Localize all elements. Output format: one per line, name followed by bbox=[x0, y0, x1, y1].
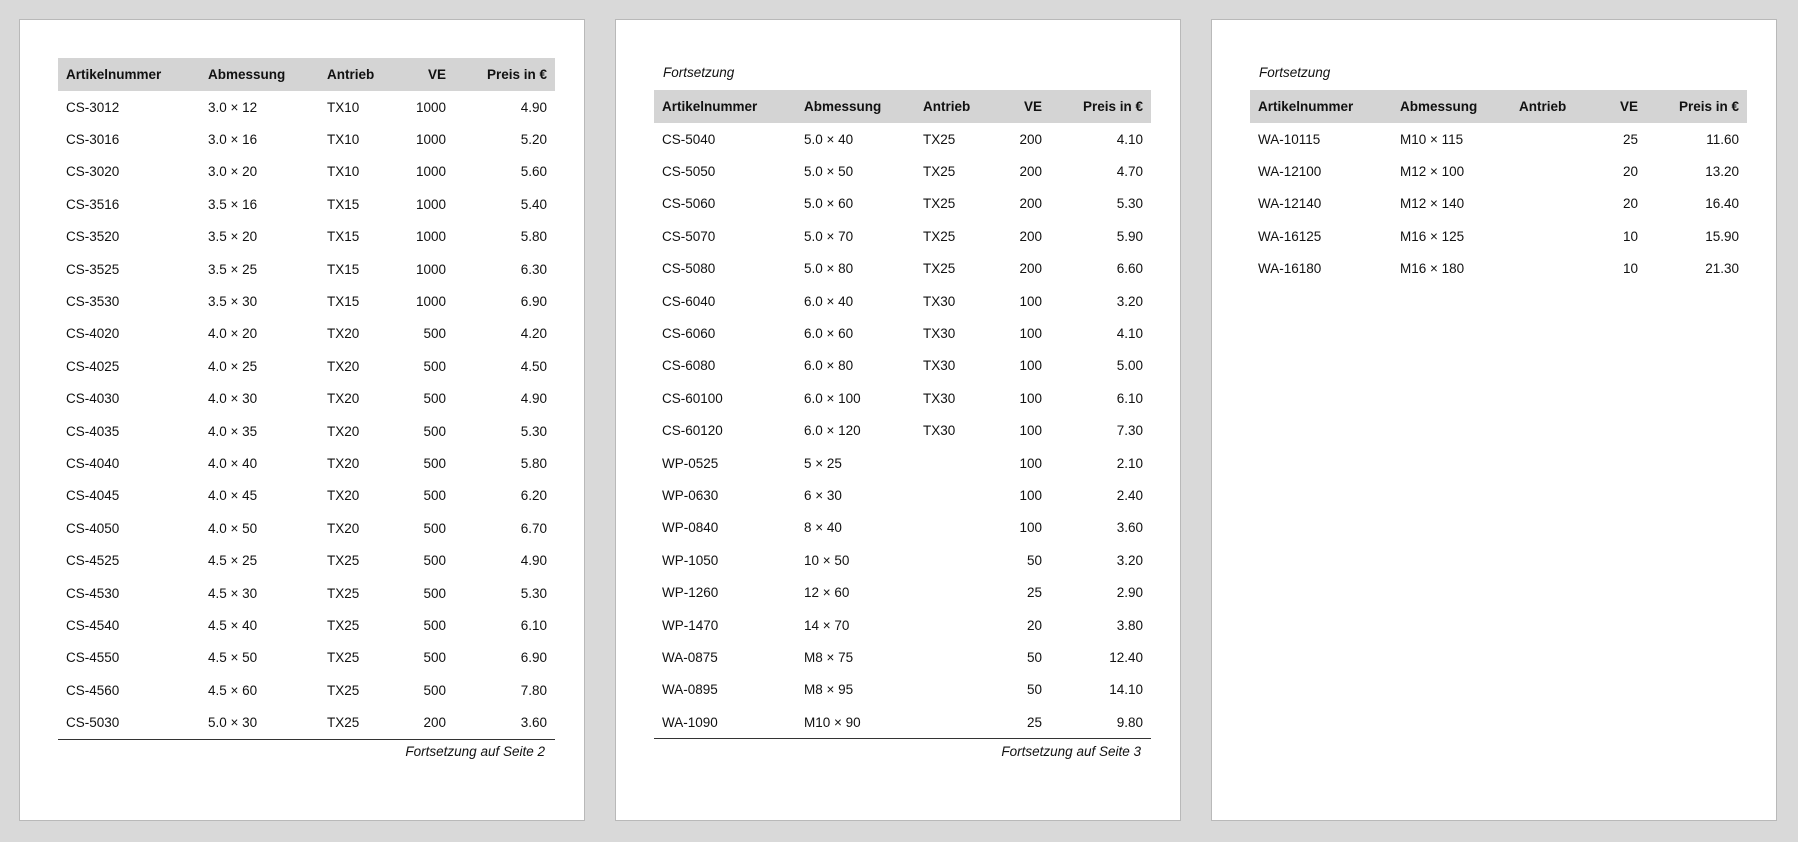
cell-antrieb: TX15 bbox=[327, 294, 360, 310]
cell-ve: 1000 bbox=[415, 164, 446, 180]
cell-artikelnummer: CS-60120 bbox=[662, 423, 723, 439]
cell-preis: 5.20 bbox=[520, 132, 547, 148]
cell-abmessung: 4.5 × 60 bbox=[208, 682, 258, 698]
col-header-preis: Preis in € bbox=[454, 58, 555, 91]
cell-antrieb: TX25 bbox=[327, 617, 360, 633]
table-row bbox=[1250, 253, 1747, 285]
table-header bbox=[1250, 90, 1747, 123]
table-row bbox=[654, 188, 1151, 220]
cell-abmessung: 8 × 40 bbox=[804, 520, 842, 536]
col-header-artikelnummer: Artikelnummer bbox=[654, 90, 796, 123]
cell-abmessung: 5.0 × 80 bbox=[804, 261, 854, 277]
cell-abmessung: 5 × 25 bbox=[804, 455, 842, 471]
cell-preis: 15.90 bbox=[1705, 228, 1739, 244]
cell-abmessung: 4.5 × 25 bbox=[208, 553, 258, 569]
cell-ve: 500 bbox=[423, 682, 446, 698]
cell-antrieb: TX20 bbox=[327, 326, 360, 342]
cell-preis: 7.30 bbox=[1116, 423, 1143, 439]
cell-preis: 5.30 bbox=[520, 423, 547, 439]
col-header-abmessung: Abmessung bbox=[1392, 90, 1511, 123]
cell-abmessung: 4.5 × 50 bbox=[208, 650, 258, 666]
cell-antrieb: TX10 bbox=[327, 164, 360, 180]
cell-artikelnummer: CS-5040 bbox=[662, 131, 716, 147]
cell-antrieb: TX25 bbox=[923, 261, 956, 277]
col-header-antrieb: Antrieb bbox=[915, 90, 999, 123]
cell-preis: 4.50 bbox=[520, 358, 547, 374]
cell-abmessung: 10 × 50 bbox=[804, 552, 850, 568]
cell-ve: 100 bbox=[1019, 520, 1042, 536]
cell-ve: 200 bbox=[1019, 164, 1042, 180]
cell-abmessung: M16 × 180 bbox=[1400, 261, 1465, 277]
col-header-abmessung: Abmessung bbox=[796, 90, 915, 123]
cell-abmessung: 4.0 × 50 bbox=[208, 520, 258, 536]
cell-abmessung: M8 × 75 bbox=[804, 649, 854, 665]
cell-abmessung: 3.5 × 25 bbox=[208, 261, 258, 277]
cell-abmessung: 4.0 × 45 bbox=[208, 488, 258, 504]
page-2 bbox=[615, 19, 1181, 821]
cell-ve: 20 bbox=[1622, 164, 1638, 180]
cell-abmessung: 6 × 30 bbox=[804, 487, 842, 503]
cell-artikelnummer: CS-4035 bbox=[66, 423, 120, 439]
table-row bbox=[58, 674, 555, 706]
cell-antrieb: TX25 bbox=[923, 196, 956, 212]
cell-ve: 100 bbox=[1019, 487, 1042, 503]
cell-abmessung: 4.0 × 35 bbox=[208, 423, 258, 439]
page-1 bbox=[19, 19, 585, 821]
cell-artikelnummer: CS-4540 bbox=[66, 617, 120, 633]
cell-antrieb bbox=[1511, 123, 1595, 155]
cell-antrieb: TX20 bbox=[327, 423, 360, 439]
cell-preis: 6.60 bbox=[1116, 261, 1143, 277]
cell-artikelnummer: WA-0895 bbox=[662, 682, 718, 698]
table-row bbox=[58, 706, 555, 739]
cell-preis: 4.70 bbox=[1116, 164, 1143, 180]
col-header-antrieb: Antrieb bbox=[1511, 90, 1595, 123]
cell-antrieb bbox=[915, 706, 999, 739]
cell-artikelnummer: WP-0840 bbox=[662, 520, 719, 536]
cell-preis: 6.20 bbox=[520, 488, 547, 504]
cell-abmessung: 12 × 60 bbox=[804, 585, 850, 601]
cell-abmessung: 5.0 × 70 bbox=[804, 228, 854, 244]
cell-abmessung: M12 × 140 bbox=[1400, 196, 1465, 212]
price-table bbox=[1250, 90, 1747, 285]
table-row bbox=[58, 221, 555, 253]
cell-preis: 16.40 bbox=[1705, 196, 1739, 212]
cell-antrieb bbox=[915, 674, 999, 706]
table-row bbox=[58, 318, 555, 350]
cell-artikelnummer: CS-5070 bbox=[662, 228, 716, 244]
table-row bbox=[58, 285, 555, 317]
cell-antrieb bbox=[1511, 253, 1595, 285]
continuation-note: Fortsetzung auf Seite 2 bbox=[405, 744, 545, 759]
cell-preis: 4.90 bbox=[520, 391, 547, 407]
cell-antrieb: TX25 bbox=[923, 164, 956, 180]
cell-preis: 3.20 bbox=[1116, 552, 1143, 568]
cell-abmessung: 6.0 × 100 bbox=[804, 390, 861, 406]
cell-ve: 500 bbox=[423, 488, 446, 504]
cell-abmessung: M16 × 125 bbox=[1400, 228, 1465, 244]
col-header-preis: Preis in € bbox=[1646, 90, 1747, 123]
table-row bbox=[654, 706, 1151, 739]
cell-ve: 200 bbox=[1019, 228, 1042, 244]
cell-artikelnummer: CS-4030 bbox=[66, 391, 120, 407]
continuation-note: Fortsetzung auf Seite 3 bbox=[1001, 744, 1141, 759]
cell-ve: 20 bbox=[1622, 196, 1638, 212]
table-row bbox=[654, 382, 1151, 414]
cell-abmessung: 6.0 × 120 bbox=[804, 423, 861, 439]
cell-artikelnummer: CS-4560 bbox=[66, 682, 120, 698]
cell-antrieb bbox=[1511, 220, 1595, 252]
cell-artikelnummer: CS-3012 bbox=[66, 99, 120, 115]
cell-preis: 5.60 bbox=[520, 164, 547, 180]
cell-artikelnummer: WP-1050 bbox=[662, 552, 719, 568]
table-row bbox=[654, 285, 1151, 317]
cell-antrieb: TX15 bbox=[327, 196, 360, 212]
table-row bbox=[58, 156, 555, 188]
cell-ve: 100 bbox=[1019, 358, 1042, 374]
cell-artikelnummer: CS-3525 bbox=[66, 261, 120, 277]
cell-ve: 100 bbox=[1019, 423, 1042, 439]
cell-preis: 4.90 bbox=[520, 99, 547, 115]
cell-ve: 1000 bbox=[415, 99, 446, 115]
cell-abmessung: 4.0 × 30 bbox=[208, 391, 258, 407]
table-row bbox=[654, 674, 1151, 706]
cell-ve: 1000 bbox=[415, 132, 446, 148]
cell-antrieb: TX30 bbox=[923, 358, 956, 374]
cell-abmessung: 4.5 × 40 bbox=[208, 617, 258, 633]
cell-antrieb bbox=[1511, 188, 1595, 220]
cell-artikelnummer: CS-3020 bbox=[66, 164, 120, 180]
cell-ve: 25 bbox=[1026, 585, 1042, 601]
cell-antrieb: TX20 bbox=[327, 358, 360, 374]
col-header-preis: Preis in € bbox=[1050, 90, 1151, 123]
cell-antrieb: TX25 bbox=[327, 682, 360, 698]
cell-abmessung: 6.0 × 60 bbox=[804, 326, 854, 342]
cell-artikelnummer: WP-1470 bbox=[662, 617, 719, 633]
continuation-heading: Fortsetzung bbox=[663, 65, 735, 80]
col-header-ve: VE bbox=[403, 58, 454, 91]
table-row bbox=[654, 544, 1151, 576]
table-row bbox=[58, 512, 555, 544]
cell-artikelnummer: CS-3530 bbox=[66, 294, 120, 310]
cell-antrieb: TX15 bbox=[327, 261, 360, 277]
cell-preis: 6.90 bbox=[520, 650, 547, 666]
price-table bbox=[58, 58, 555, 740]
cell-artikelnummer: CS-5080 bbox=[662, 261, 716, 277]
cell-antrieb: TX25 bbox=[923, 228, 956, 244]
cell-antrieb: TX15 bbox=[327, 229, 360, 245]
cell-artikelnummer: CS-4550 bbox=[66, 650, 120, 666]
cell-antrieb: TX25 bbox=[327, 650, 360, 666]
table-row bbox=[58, 383, 555, 415]
cell-artikelnummer: CS-4020 bbox=[66, 326, 120, 342]
cell-preis: 21.30 bbox=[1705, 261, 1739, 277]
cell-preis: 5.30 bbox=[520, 585, 547, 601]
table-row bbox=[1250, 123, 1747, 155]
continuation-heading: Fortsetzung bbox=[1259, 65, 1331, 80]
cell-antrieb bbox=[915, 544, 999, 576]
cell-artikelnummer: WA-16125 bbox=[1258, 228, 1322, 244]
table-row bbox=[654, 220, 1151, 252]
cell-antrieb: TX30 bbox=[923, 326, 956, 342]
cell-preis: 4.10 bbox=[1116, 326, 1143, 342]
cell-antrieb bbox=[1511, 155, 1595, 187]
cell-artikelnummer: CS-60100 bbox=[662, 390, 723, 406]
cell-ve: 200 bbox=[1019, 131, 1042, 147]
cell-artikelnummer: WA-12140 bbox=[1258, 196, 1322, 212]
cell-abmessung: 4.0 × 40 bbox=[208, 455, 258, 471]
col-header-ve: VE bbox=[999, 90, 1050, 123]
cell-abmessung: M12 × 100 bbox=[1400, 164, 1465, 180]
cell-ve: 500 bbox=[423, 326, 446, 342]
cell-artikelnummer: CS-5060 bbox=[662, 196, 716, 212]
cell-antrieb: TX10 bbox=[327, 99, 360, 115]
cell-ve: 500 bbox=[423, 455, 446, 471]
cell-preis: 12.40 bbox=[1109, 649, 1143, 665]
cell-ve: 200 bbox=[1019, 261, 1042, 277]
cell-preis: 3.60 bbox=[454, 706, 555, 739]
cell-artikelnummer: CS-5050 bbox=[662, 164, 716, 180]
cell-abmessung: 3.5 × 20 bbox=[208, 229, 258, 245]
cell-preis: 3.80 bbox=[1116, 617, 1143, 633]
cell-ve: 10 bbox=[1622, 228, 1638, 244]
cell-preis: 4.10 bbox=[1116, 131, 1143, 147]
cell-antrieb: TX20 bbox=[327, 391, 360, 407]
cell-artikelnummer: WA-0875 bbox=[662, 649, 718, 665]
cell-preis: 3.60 bbox=[1116, 520, 1143, 536]
cell-ve: 25 bbox=[1622, 131, 1638, 147]
cell-preis: 6.30 bbox=[520, 261, 547, 277]
cell-ve: 500 bbox=[423, 585, 446, 601]
cell-abmessung: 3.0 × 20 bbox=[208, 164, 258, 180]
cell-artikelnummer: WA-12100 bbox=[1258, 164, 1322, 180]
cell-abmessung: 3.5 × 30 bbox=[208, 294, 258, 310]
table-row bbox=[58, 350, 555, 382]
col-header-artikelnummer: Artikelnummer bbox=[1250, 90, 1392, 123]
cell-antrieb bbox=[915, 576, 999, 608]
cell-abmessung: 3.0 × 16 bbox=[208, 132, 258, 148]
table-row bbox=[654, 447, 1151, 479]
cell-artikelnummer: WA-16180 bbox=[1258, 261, 1322, 277]
cell-artikelnummer: CS-4525 bbox=[66, 553, 120, 569]
table-row bbox=[1250, 155, 1747, 187]
cell-artikelnummer: CS-6040 bbox=[662, 293, 716, 309]
table-row bbox=[1250, 188, 1747, 220]
table-body bbox=[654, 123, 1151, 739]
cell-artikelnummer: WA-10115 bbox=[1258, 131, 1321, 147]
cell-preis: 5.00 bbox=[1116, 358, 1143, 374]
cell-abmessung: 4.5 × 30 bbox=[208, 585, 258, 601]
cell-preis: 2.10 bbox=[1116, 455, 1143, 471]
cell-artikelnummer: CS-3520 bbox=[66, 229, 120, 245]
cell-antrieb: TX25 bbox=[327, 585, 360, 601]
table-row bbox=[58, 609, 555, 641]
cell-artikelnummer: WP-1260 bbox=[662, 585, 719, 601]
cell-preis: 4.20 bbox=[520, 326, 547, 342]
cell-preis: 5.30 bbox=[1116, 196, 1143, 212]
cell-antrieb: TX30 bbox=[923, 390, 956, 406]
table-row bbox=[654, 576, 1151, 608]
cell-artikelnummer: WP-0525 bbox=[662, 455, 719, 471]
cell-abmessung: 6.0 × 80 bbox=[804, 358, 854, 374]
cell-preis: 6.90 bbox=[520, 294, 547, 310]
table-row bbox=[654, 123, 1151, 155]
cell-artikelnummer: CS-4050 bbox=[66, 520, 120, 536]
cell-antrieb bbox=[915, 447, 999, 479]
cell-abmessung: 14 × 70 bbox=[804, 617, 850, 633]
table-row bbox=[58, 642, 555, 674]
cell-artikelnummer: CS-3516 bbox=[66, 196, 120, 212]
table-row bbox=[58, 91, 555, 123]
cell-preis: 6.70 bbox=[520, 520, 547, 536]
col-header-artikelnummer: Artikelnummer bbox=[58, 58, 200, 91]
table-row bbox=[58, 447, 555, 479]
cell-antrieb: TX25 bbox=[327, 553, 360, 569]
cell-preis: 6.10 bbox=[520, 617, 547, 633]
cell-abmessung: 6.0 × 40 bbox=[804, 293, 854, 309]
cell-preis: 2.90 bbox=[1116, 585, 1143, 601]
table-row bbox=[58, 123, 555, 155]
cell-abmessung: 5.0 × 30 bbox=[200, 706, 319, 739]
cell-ve: 20 bbox=[1026, 617, 1042, 633]
cell-abmessung: M8 × 95 bbox=[804, 682, 854, 698]
cell-ve: 500 bbox=[423, 358, 446, 374]
cell-preis: 3.20 bbox=[1116, 293, 1143, 309]
col-header-antrieb: Antrieb bbox=[319, 58, 403, 91]
cell-abmessung: 4.0 × 25 bbox=[208, 358, 258, 374]
table-body bbox=[58, 91, 555, 739]
cell-ve: 500 bbox=[423, 391, 446, 407]
cell-ve: 10 bbox=[1622, 261, 1638, 277]
table-body bbox=[1250, 123, 1747, 285]
cell-preis: 6.10 bbox=[1116, 390, 1143, 406]
cell-antrieb: TX20 bbox=[327, 455, 360, 471]
cell-ve: 50 bbox=[1026, 552, 1042, 568]
cell-artikelnummer: CS-5030 bbox=[58, 706, 200, 739]
cell-artikelnummer: CS-4040 bbox=[66, 455, 120, 471]
cell-preis: 5.90 bbox=[1116, 228, 1143, 244]
cell-antrieb bbox=[915, 479, 999, 511]
cell-antrieb bbox=[915, 609, 999, 641]
table-row bbox=[654, 479, 1151, 511]
cell-ve: 1000 bbox=[415, 294, 446, 310]
cell-ve: 500 bbox=[423, 553, 446, 569]
cell-artikelnummer: CS-4530 bbox=[66, 585, 120, 601]
cell-antrieb: TX30 bbox=[923, 293, 956, 309]
cell-ve: 1000 bbox=[415, 229, 446, 245]
cell-abmessung: 5.0 × 50 bbox=[804, 164, 854, 180]
cell-ve: 1000 bbox=[415, 196, 446, 212]
table-row bbox=[58, 577, 555, 609]
cell-preis: 11.60 bbox=[1706, 131, 1739, 147]
cell-preis: 2.40 bbox=[1116, 487, 1143, 503]
table-header bbox=[654, 90, 1151, 123]
cell-ve: 200 bbox=[403, 706, 454, 739]
cell-artikelnummer: CS-4025 bbox=[66, 358, 120, 374]
cell-ve: 500 bbox=[423, 520, 446, 536]
cell-abmessung: M10 × 115 bbox=[1400, 131, 1464, 147]
table-row bbox=[58, 415, 555, 447]
cell-artikelnummer: CS-4045 bbox=[66, 488, 120, 504]
cell-ve: 500 bbox=[423, 650, 446, 666]
table-row bbox=[654, 317, 1151, 349]
cell-ve: 25 bbox=[999, 706, 1050, 739]
cell-artikelnummer: CS-6080 bbox=[662, 358, 716, 374]
cell-ve: 100 bbox=[1019, 455, 1042, 471]
table-row bbox=[654, 155, 1151, 187]
cell-ve: 500 bbox=[423, 423, 446, 439]
table-header bbox=[58, 58, 555, 91]
cell-ve: 50 bbox=[1026, 649, 1042, 665]
cell-ve: 50 bbox=[1026, 682, 1042, 698]
cell-artikelnummer: WP-0630 bbox=[662, 487, 719, 503]
price-table bbox=[654, 90, 1151, 739]
col-header-abmessung: Abmessung bbox=[200, 58, 319, 91]
cell-ve: 200 bbox=[1019, 196, 1042, 212]
cell-artikelnummer: CS-3016 bbox=[66, 132, 120, 148]
page-3 bbox=[1211, 19, 1777, 821]
cell-antrieb: TX10 bbox=[327, 132, 360, 148]
table-row bbox=[58, 188, 555, 220]
cell-ve: 500 bbox=[423, 617, 446, 633]
table-row bbox=[654, 641, 1151, 673]
cell-ve: 100 bbox=[1019, 326, 1042, 342]
cell-artikelnummer: CS-6060 bbox=[662, 326, 716, 342]
table-row bbox=[654, 609, 1151, 641]
cell-abmessung: 5.0 × 40 bbox=[804, 131, 854, 147]
cell-abmessung: 3.5 × 16 bbox=[208, 196, 258, 212]
table-row bbox=[654, 415, 1151, 447]
cell-antrieb bbox=[915, 512, 999, 544]
cell-preis: 5.80 bbox=[520, 455, 547, 471]
cell-preis: 5.40 bbox=[520, 196, 547, 212]
table-row bbox=[58, 544, 555, 576]
cell-antrieb: TX25 bbox=[319, 706, 403, 739]
cell-artikelnummer: WA-1090 bbox=[654, 706, 796, 739]
cell-preis: 7.80 bbox=[520, 682, 547, 698]
cell-antrieb: TX20 bbox=[327, 488, 360, 504]
cell-preis: 9.80 bbox=[1050, 706, 1151, 739]
table-row bbox=[654, 253, 1151, 285]
table-row bbox=[654, 350, 1151, 382]
cell-antrieb: TX30 bbox=[923, 423, 956, 439]
table-row bbox=[58, 480, 555, 512]
cell-abmessung: M10 × 90 bbox=[796, 706, 915, 739]
col-header-ve: VE bbox=[1595, 90, 1646, 123]
cell-abmessung: 5.0 × 60 bbox=[804, 196, 854, 212]
table-row bbox=[654, 512, 1151, 544]
cell-antrieb: TX20 bbox=[327, 520, 360, 536]
cell-preis: 5.80 bbox=[520, 229, 547, 245]
cell-antrieb: TX25 bbox=[923, 131, 956, 147]
cell-preis: 14.10 bbox=[1109, 682, 1143, 698]
cell-abmessung: 3.0 × 12 bbox=[208, 99, 258, 115]
table-row bbox=[1250, 220, 1747, 252]
cell-ve: 1000 bbox=[415, 261, 446, 277]
cell-preis: 13.20 bbox=[1705, 164, 1739, 180]
cell-abmessung: 4.0 × 20 bbox=[208, 326, 258, 342]
cell-ve: 100 bbox=[1019, 390, 1042, 406]
table-row bbox=[58, 253, 555, 285]
cell-antrieb bbox=[915, 641, 999, 673]
cell-preis: 4.90 bbox=[520, 553, 547, 569]
cell-ve: 100 bbox=[1019, 293, 1042, 309]
